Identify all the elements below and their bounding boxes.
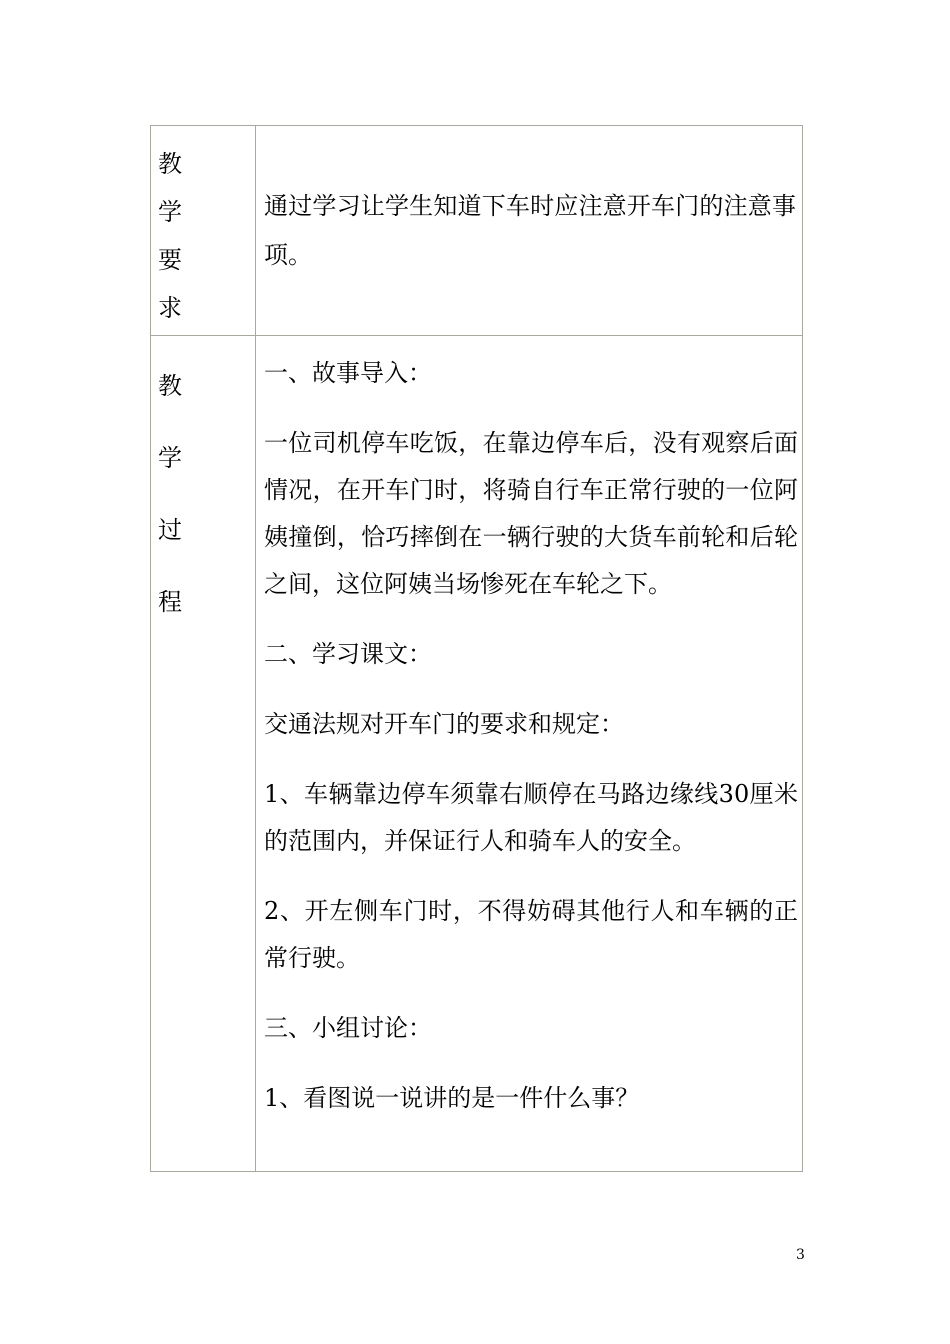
- process-body: [256, 336, 802, 1122]
- requirements-label-char: 要: [158, 246, 182, 274]
- process-label-char: 学: [158, 444, 182, 472]
- regulations-intro: 交通法规对开车门的要求和规定：: [264, 710, 624, 738]
- process-label-char: 程: [158, 588, 182, 616]
- requirements-content-cell: [256, 126, 803, 336]
- regulation-item-1: 1、车辆靠边停车须靠右顺停在马路边缘线30厘米的范围内，并保证行人和骑车人的安全。: [264, 780, 798, 855]
- requirements-row: [151, 126, 803, 336]
- process-label-char: 教: [158, 372, 182, 400]
- requirements-label-char: 求: [158, 294, 182, 322]
- page-number: 3: [796, 1247, 805, 1263]
- section-heading-study-text: 二、学习课文：: [264, 640, 432, 668]
- process-label-char: 过: [158, 516, 182, 544]
- section-heading-group-discussion: 三、小组讨论：: [264, 1014, 432, 1042]
- process-label: [151, 336, 255, 638]
- requirements-text: 通过学习让学生知道下车时应注意开车门的注意事项。: [264, 192, 796, 269]
- process-row: [151, 336, 803, 1172]
- regulation-item-2: 2、开左侧车门时，不得妨碍其他行人和车辆的正常行驶。: [264, 897, 798, 972]
- requirements-label-cell: [151, 126, 256, 336]
- story-paragraph: 一位司机停车吃饭，在靠边停车后，没有观察后面情况，在开车门时，将骑自行车正常行驶的一位阿姨撞倒，恰巧摔倒在一辆行驶的大货车前轮和后轮之间，这位阿姨当场惨死在车轮之下。: [264, 429, 798, 598]
- process-label-cell: [151, 336, 256, 1172]
- requirements-label-char: 教: [158, 150, 182, 178]
- requirements-label: [151, 126, 255, 332]
- section-heading-story-intro: 一、故事导入：: [264, 359, 432, 387]
- discussion-question-1: 1、看图说一说讲的是一件什么事？: [264, 1084, 640, 1112]
- process-content-cell: [256, 336, 803, 1172]
- lesson-plan-table: [150, 125, 803, 1172]
- requirements-label-char: 学: [158, 198, 182, 226]
